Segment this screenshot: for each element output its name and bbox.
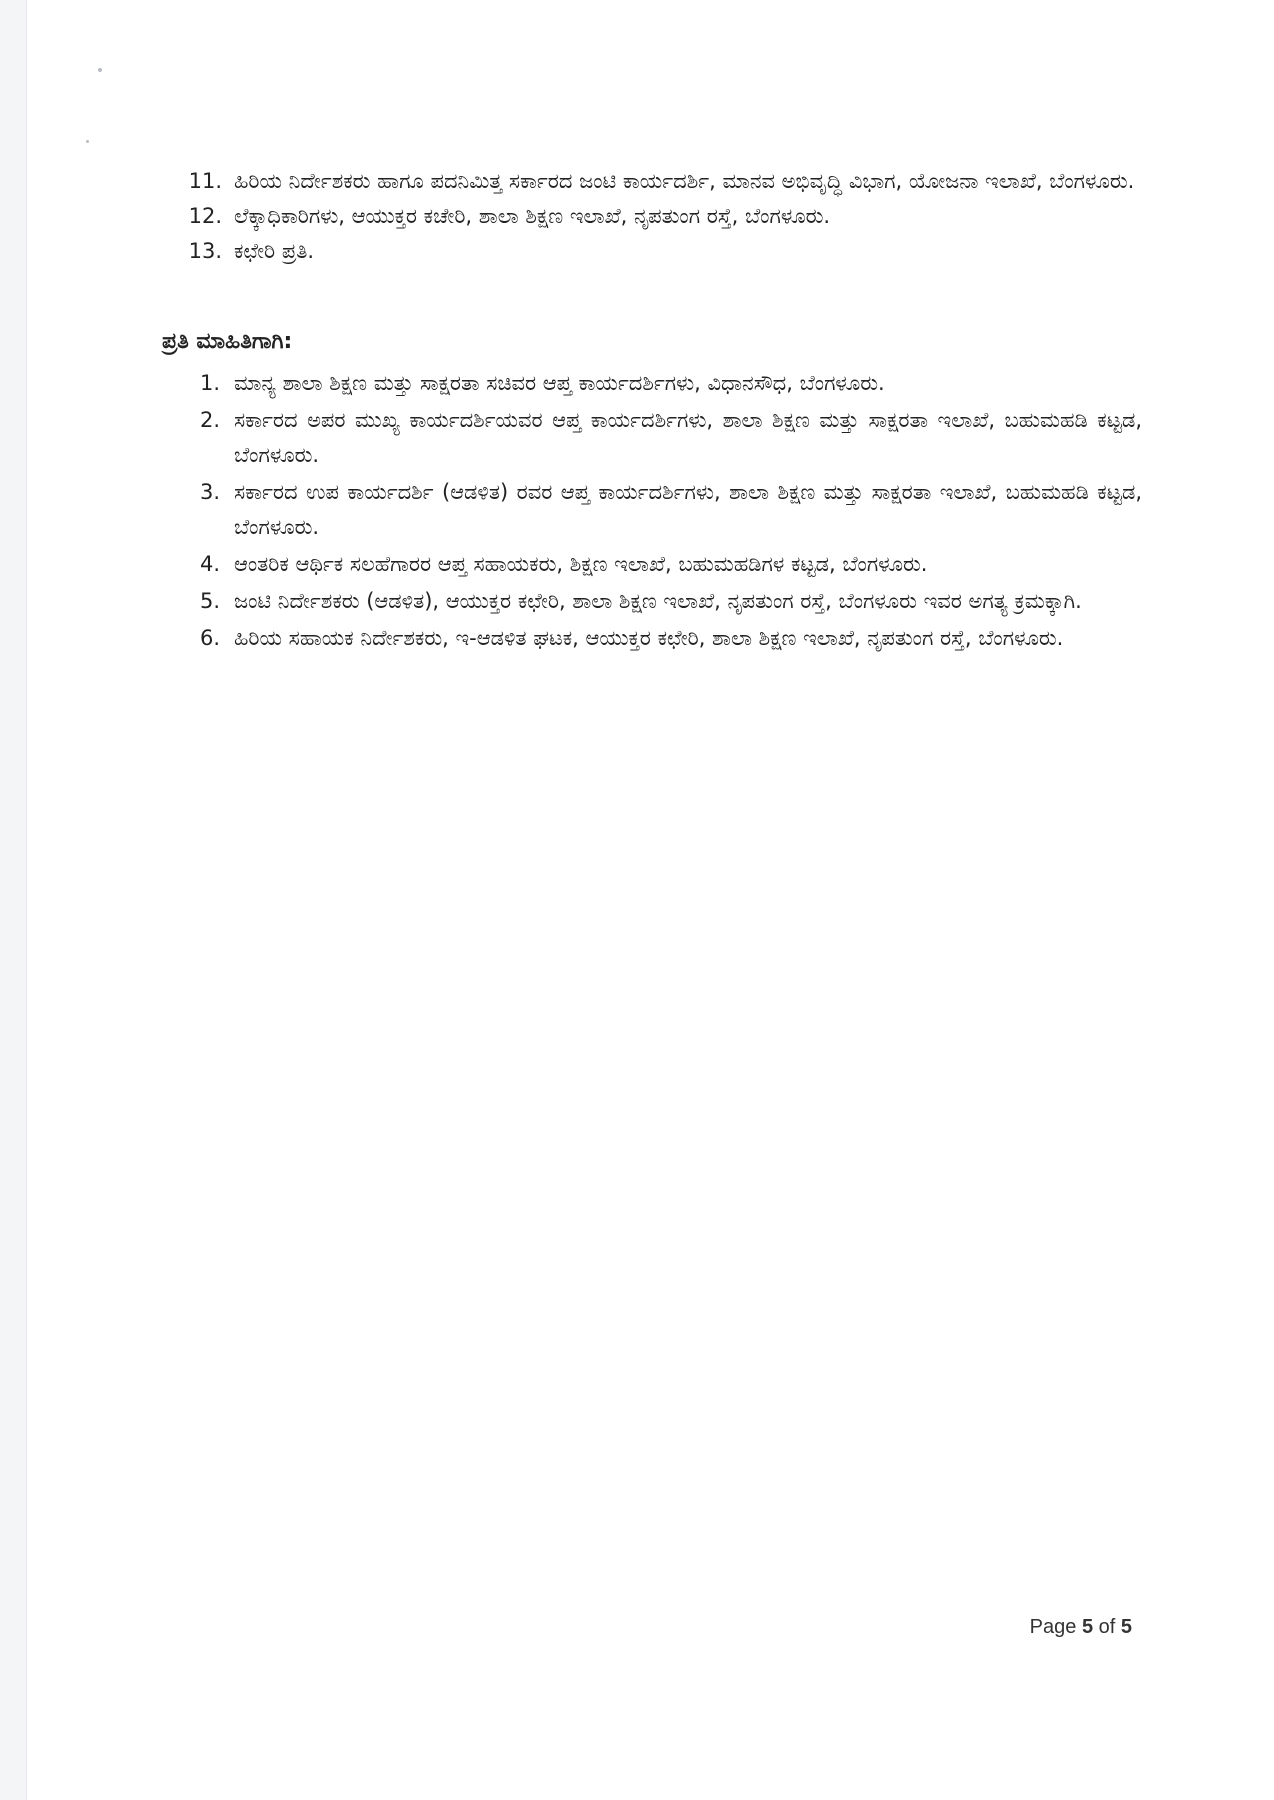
list-item-number: 13. — [188, 239, 222, 263]
list-item — [0, 164, 1274, 199]
list-item-text: ಸರ್ಕಾರದ ಉಪ ಕಾರ್ಯದರ್ಶಿ (ಆಡಳಿತ) ರವರ ಆಪ್ತ ಕಾರ್ಯದರ್ಶಿಗಳು, ಶಾಲಾ ಶಿಕ್ಷಣ ಮತ್ತು ಸಾಕ್ಷರತಾ ಇಲಾಖೆ, ಬಹುಮಹಡಿ ಕಟ್ಟಡ, ಬೆಂಗಳೂರು. — [234, 480, 1142, 539]
list-item-text: ಹಿರಿಯ ನಿರ್ದೇಶಕರು ಹಾಗೂ ಪದನಿಮಿತ್ತ ಸರ್ಕಾರದ ಜಂಟಿ ಕಾರ್ಯದರ್ಶಿ, ಮಾನವ ಅಭಿವೃದ್ಧಿ ವಿಭಾಗ, ಯೋಜನಾ ಇಲಾಖೆ, ಬೆಂಗಳೂರು. — [234, 169, 1135, 193]
list-item-text: ಮಾನ್ಯ ಶಾಲಾ ಶಿಕ್ಷಣ ಮತ್ತು ಸಾಕ್ಷರತಾ ಸಚಿವರ ಆಪ್ತ ಕಾರ್ಯದರ್ಶಿಗಳು, ವಿಧಾನಸೌಧ, ಬೆಂಗಳೂರು. — [234, 371, 885, 395]
list-item-number: 4. — [199, 552, 220, 576]
list-item-number: 2. — [199, 408, 220, 432]
list-item-number: 12. — [188, 204, 222, 228]
list-item — [0, 403, 1274, 473]
list-item — [0, 199, 1274, 234]
list-item-number: 6. — [199, 626, 220, 650]
list-item — [0, 621, 1274, 656]
list-item-text: ಹಿರಿಯ ಸಹಾಯಕ ನಿರ್ದೇಶಕರು, ಇ-ಆಡಳಿತ ಘಟಕ, ಆಯುಕ್ತರ ಕಛೇರಿ, ಶಾಲಾ ಶಿಕ್ಷಣ ಇಲಾಖೆ, ನೃಪತುಂಗ ರಸ್ತೆ, ಬೆಂಗಳೂರು. — [234, 626, 1064, 650]
scan-edge — [0, 0, 27, 1800]
list-item — [0, 475, 1274, 545]
page-prefix: Page — [1029, 1616, 1077, 1638]
page-number — [1030, 1616, 1132, 1639]
list-item-number: 3. — [199, 480, 220, 504]
recipient-list-continued — [0, 164, 1274, 269]
list-item-text: ಲೆಕ್ಕಾಧಿಕಾರಿಗಳು, ಆಯುಕ್ತರ ಕಚೇರಿ, ಶಾಲಾ ಶಿಕ್ಷಣ ಇಲಾಖೆ, ನೃಪತುಂಗ ರಸ್ತೆ, ಬೆಂಗಳೂರು. — [234, 204, 831, 228]
page-separator: of — [1098, 1616, 1116, 1638]
list-item-number: 1. — [199, 371, 220, 395]
list-item — [0, 366, 1274, 401]
list-item-text: ಜಂಟಿ ನಿರ್ದೇಶಕರು (ಆಡಳಿತ), ಆಯುಕ್ತರ ಕಛೇರಿ, ಶಾಲಾ ಶಿಕ್ಷಣ ಇಲಾಖೆ, ನೃಪತುಂಗ ರಸ್ತೆ, ಬೆಂಗಳೂರು ಇವರ ಅಗತ್ಯ ಕ್ರಮಕ್ಕಾಗಿ. — [234, 589, 1082, 613]
list-item-number: 5. — [199, 589, 220, 613]
list-item-text: ಆಂತರಿಕ ಆರ್ಥಿಕ ಸಲಹೆಗಾರರ ಆಪ್ತ ಸಹಾಯಕರು, ಶಿಕ್ಷಣ ಇಲಾಖೆ, ಬಹುಮಹಡಿಗಳ ಕಟ್ಟಡ, ಬೆಂಗಳೂರು. — [234, 552, 928, 576]
scan-speck — [98, 68, 102, 72]
list-item — [0, 547, 1274, 582]
section-heading-for-information: ಪ್ರತಿ ಮಾಹಿತಿಗಾಗಿ: — [162, 329, 293, 354]
total-pages-number: 5 — [1120, 1616, 1132, 1638]
list-item-text: ಸರ್ಕಾರದ ಅಪರ ಮುಖ್ಯ ಕಾರ್ಯದರ್ಶಿಯವರ ಆಪ್ತ ಕಾರ್ಯದರ್ಶಿಗಳು, ಶಾಲಾ ಶಿಕ್ಷಣ ಮತ್ತು ಸಾಕ್ಷರತಾ ಇಲಾಖೆ, ಬಹುಮಹಡಿ ಕಟ್ಟಡ, ಬೆಂಗಳೂರು. — [234, 408, 1142, 467]
list-item-text: ಕಛೇರಿ ಪ್ರತಿ. — [234, 239, 315, 263]
list-item — [0, 584, 1274, 619]
current-page-number: 5 — [1081, 1616, 1094, 1638]
list-item — [0, 234, 1274, 269]
information-copy-list — [0, 366, 1274, 658]
scan-speck — [86, 140, 89, 143]
list-item-number: 11. — [188, 169, 222, 193]
